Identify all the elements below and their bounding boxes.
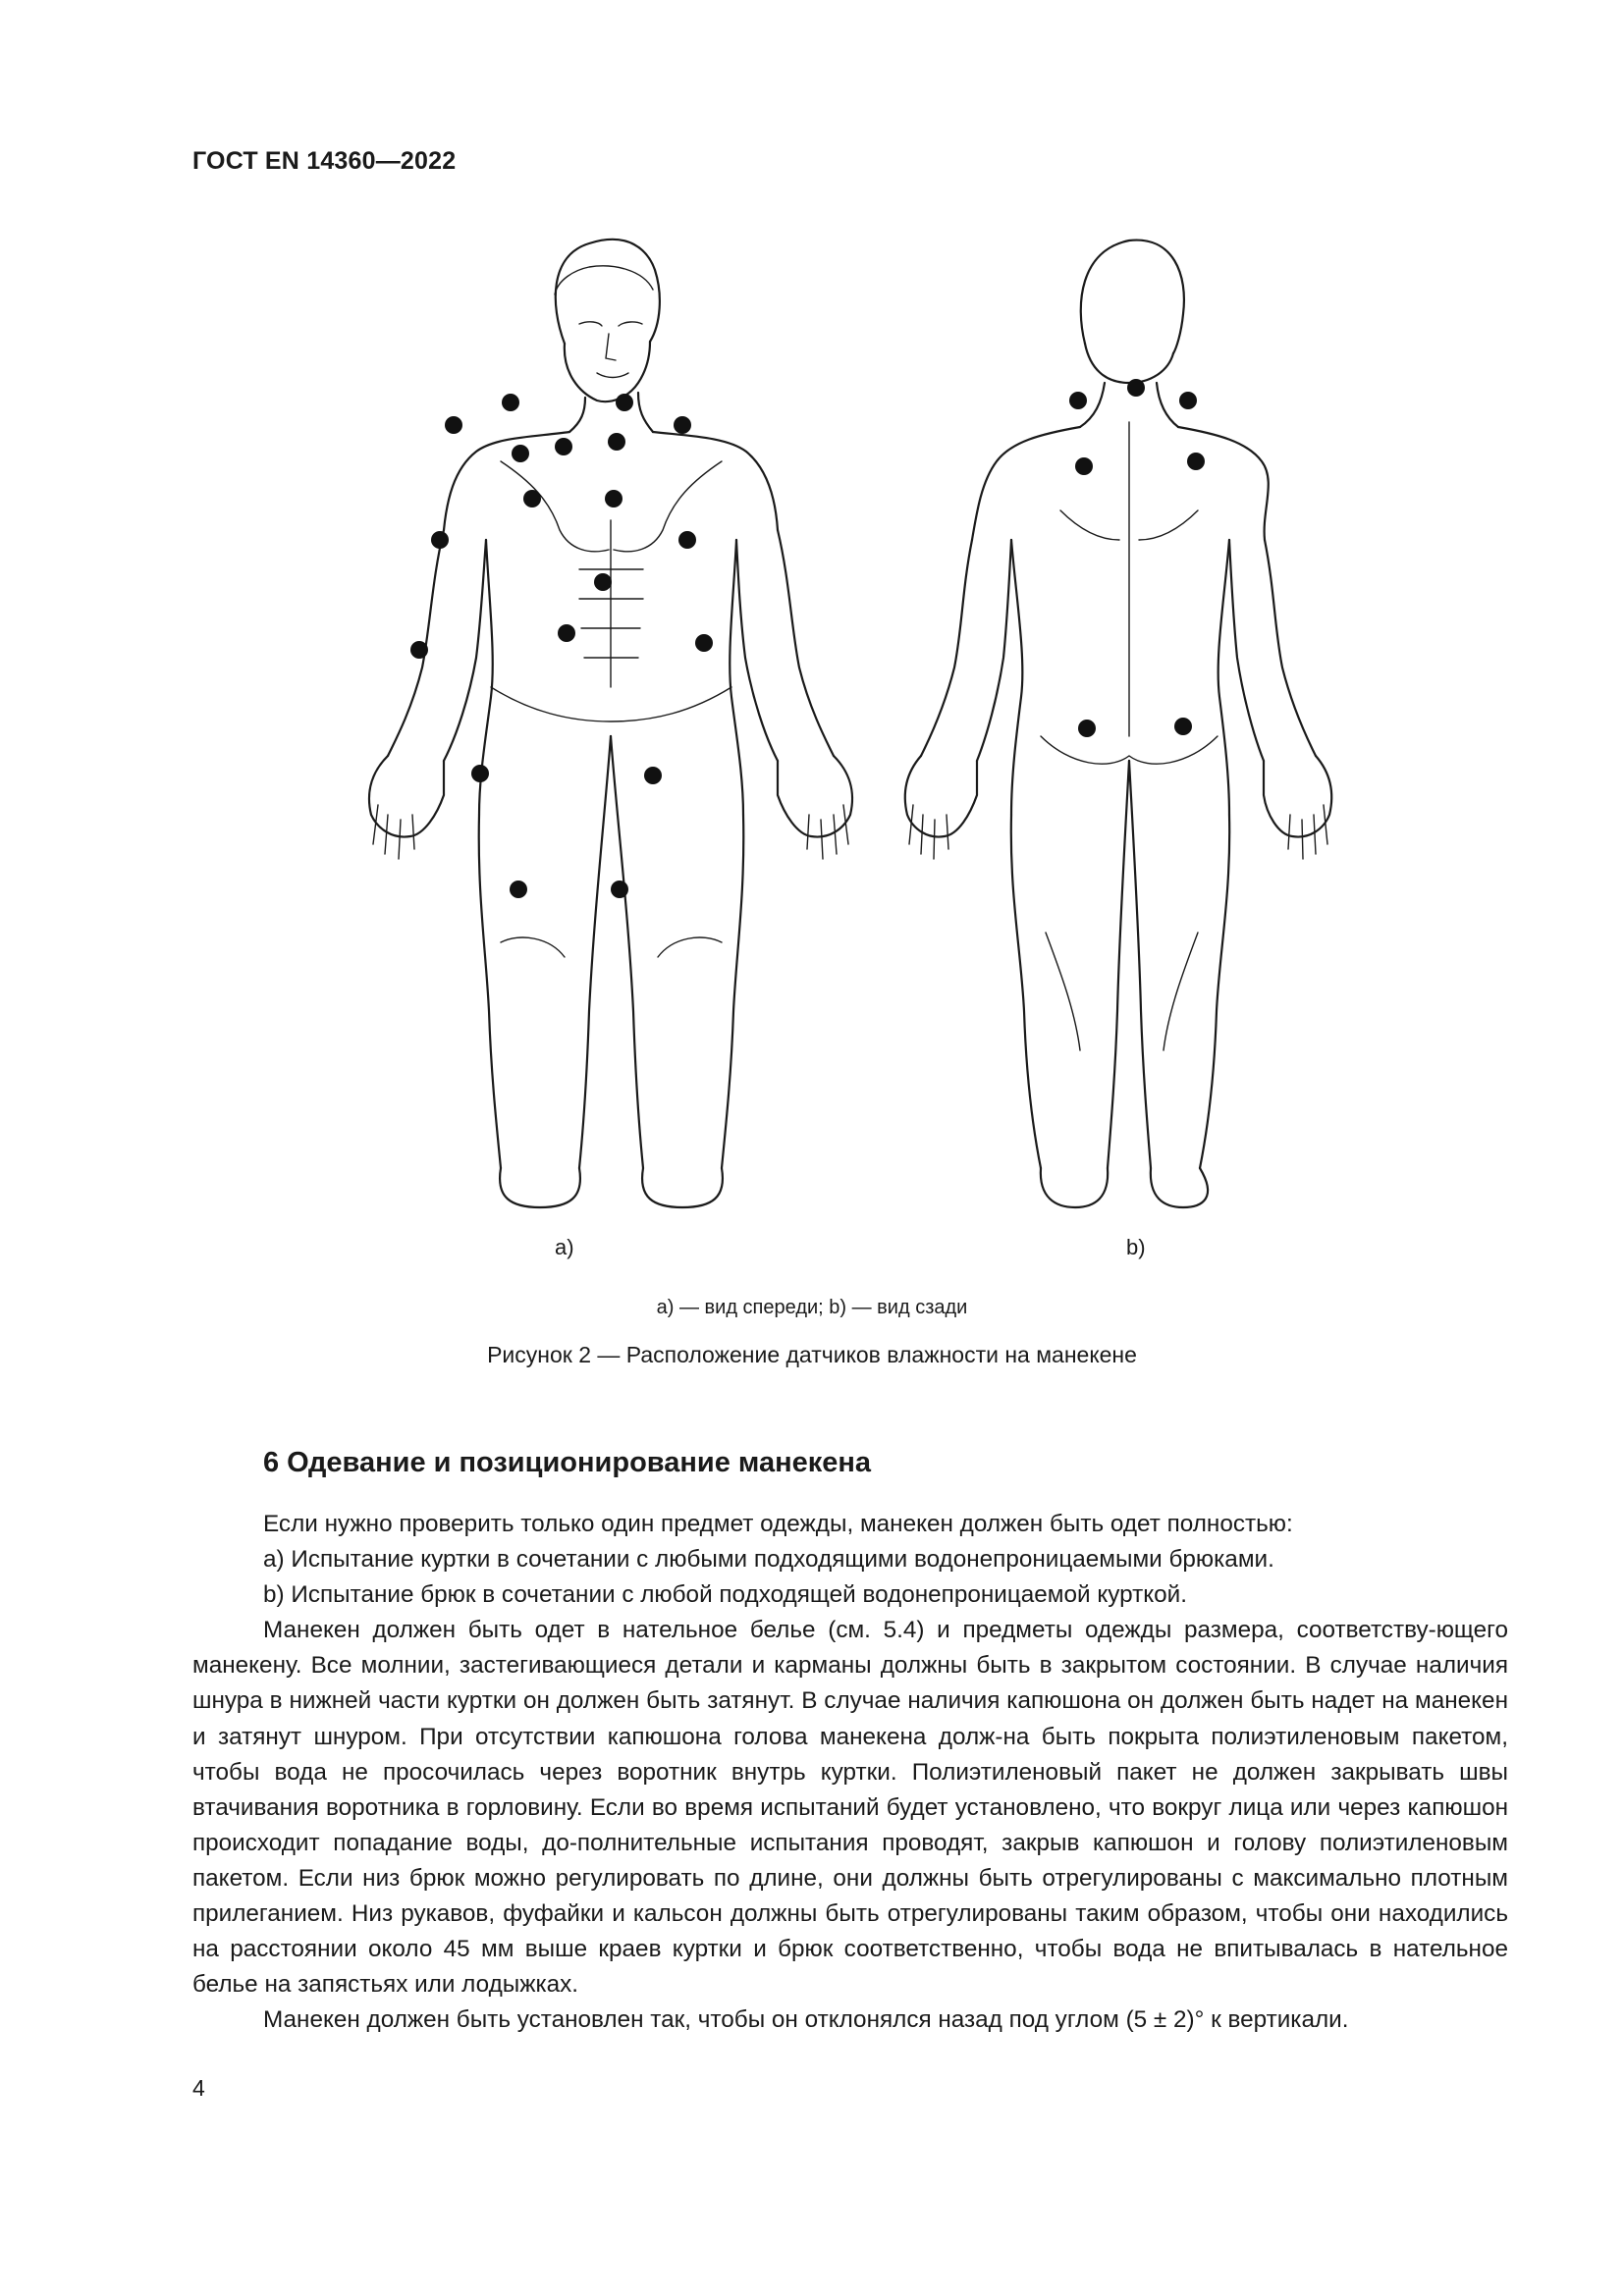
sensor-dot (1174, 718, 1192, 735)
paragraph: Манекен должен быть одет в нательное белье (см. 5.4) и предметы одежды размера, соответству-ющего манекену. Все молнии, застегивающиеся детали и карманы должны быть в закрытом состоянии. В случае наличия шнура в нижней части куртки он должен быть затянут. В случае наличия капюшона он должен быть надет на манекен и затянут шнуром. При отсутствии капюшона голова манекена долж-на быть покрыта полиэтиленовым пакетом, чтобы вода не просочилась через воротник внутрь куртки. Полиэтиленовый пакет не должен закрывать швы втачивания воротника в горловину. Если во время испытаний будет установлено, что вокруг лица или через капюшон происходит попадание воды, до-полнительные испытания проводят, закрыв капюшон и голову полиэтиленовым пакетом. Если низ брюк можно регулировать по длине, они должны быть отрегулированы с максимально плотным прилеганием. Низ рукавов, фуфайки и кальсон должны быть отрегулированы таким образом, чтобы они находились на расстоянии около 45 мм выше краев куртки и брюк соответственно, чтобы вода не впитывалась в нательное белье на запястьях или лодыжках. (192, 1617, 1508, 1999)
sensor-dot (605, 490, 623, 507)
paragraph: Если нужно проверить только один предмет одежды, манекен должен быть одет полностью: (263, 1511, 1293, 1537)
sensor-dot (678, 531, 696, 549)
page-number: 4 (192, 2075, 205, 2101)
sensor-dot (695, 634, 713, 652)
sensor-dot (512, 445, 529, 462)
sensor-dot (608, 433, 625, 451)
figure-sensor-placement (0, 226, 1624, 1266)
sensor-dot (502, 394, 519, 411)
mannequin-front-view (369, 240, 852, 1207)
list-item-a: a) Испытание куртки в сочетании с любыми подходящими водонепроницаемыми брюками. (263, 1546, 1274, 1574)
sensor-dot (523, 490, 541, 507)
sensor-dot (674, 416, 691, 434)
sensor-dot (445, 416, 462, 434)
section-body (192, 1507, 1508, 2038)
section-title: 6 Одевание и позиционирование манекена (263, 1447, 872, 1478)
sensor-dot (471, 765, 489, 782)
sensor-dot (1187, 453, 1205, 470)
sensor-dot (558, 624, 575, 642)
mannequin-illustration (0, 226, 1624, 1266)
sensor-dot (594, 573, 612, 591)
mannequin-back-view (905, 240, 1331, 1207)
sensor-dot (431, 531, 449, 549)
sensor-dot (644, 767, 662, 784)
sensor-dot (1069, 392, 1087, 409)
sensor-dot (611, 881, 628, 898)
list-item-b: b) Испытание брюк в сочетании с любой подходящей водонепроницаемой курткой. (263, 1581, 1187, 1609)
figure-legend: а) — вид спереди; b) — вид сзади (656, 1297, 968, 1318)
sensor-dot (616, 394, 633, 411)
sensor-dot (1179, 392, 1197, 409)
sensor-dot (555, 438, 572, 455)
document-header: ГОСТ EN 14360—2022 (192, 147, 457, 175)
sensor-dot (1078, 720, 1096, 737)
sensor-dot (1075, 457, 1093, 475)
sensor-dot (410, 641, 428, 659)
figure-caption: Рисунок 2 — Расположение датчиков влажности на манекене (487, 1342, 1137, 1367)
sensor-dot (510, 881, 527, 898)
front-view-label: а) (555, 1235, 574, 1259)
back-view-label: b) (1126, 1235, 1146, 1259)
sensor-dot (1127, 379, 1145, 397)
paragraph: Манекен должен быть установлен так, чтобы он отклонялся назад под углом (5 ± 2)° к вертикали. (263, 2006, 1349, 2034)
